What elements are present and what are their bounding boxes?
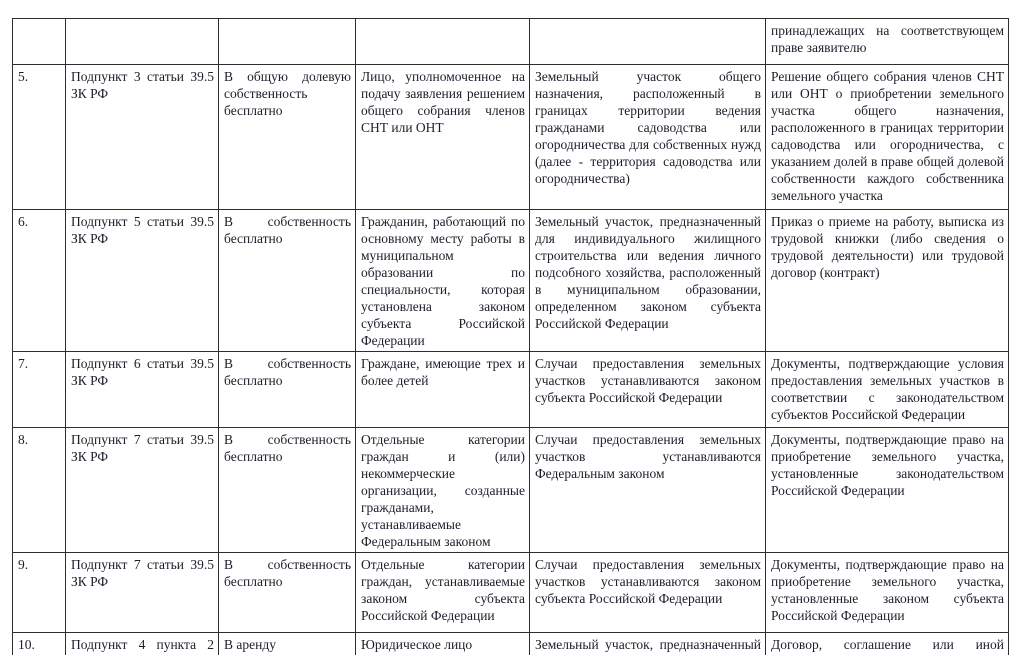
legal-basis-cell (66, 19, 219, 65)
legal-basis-cell: Подпункт 4 пункта 2 (66, 633, 219, 655)
table-row (13, 210, 1009, 352)
legal-basis-cell: Подпункт 7 статьи 39.5 ЗК РФ (66, 428, 219, 553)
documents-cell: принадлежащих на соответствующем праве заявителю (766, 19, 1009, 65)
ownership-type-cell: В собственность бесплатно (219, 553, 356, 633)
row-number-cell: 7. (13, 352, 66, 428)
legal-basis-cell: Подпункт 6 статьи 39.5 ЗК РФ (66, 352, 219, 428)
applicant-cell: Отдельные категории граждан, устанавливаемые законом субъекта Российской Федерации (356, 553, 530, 633)
land-plot-cell: Земельный участок, предназначенный (530, 633, 766, 655)
documents-cell: Документы, подтверждающие право на приобретение земельного участка, установленные законом субъекта Российской Федерации (766, 553, 1009, 633)
land-plot-cell: Земельный участок, предназначенный для индивидуального жилищного строительства или ведения личного подсобного хозяйства, расположенный в муниципальном образовании, определенном законом субъекта Российской Федерации (530, 210, 766, 352)
applicant-cell: Лицо, уполномоченное на подачу заявления решением общего собрания членов СНТ или ОНТ (356, 65, 530, 210)
table-row (13, 352, 1009, 428)
documents-cell: Решение общего собрания членов СНТ или ОНТ о приобретении земельного участка общего назначения, расположенного в границах территории садоводства или огородничества, с указанием долей в праве общей долевой собственности каждого собственника земельного участка (766, 65, 1009, 210)
legal-basis-cell: Подпункт 3 статьи 39.5 ЗК РФ (66, 65, 219, 210)
table-row-cutoff (13, 633, 1009, 655)
applicant-cell: Граждане, имеющие трех и более детей (356, 352, 530, 428)
table-row (13, 65, 1009, 210)
table-row (13, 428, 1009, 553)
row-number-cell: 6. (13, 210, 66, 352)
legal-basis-cell: Подпункт 5 статьи 39.5 ЗК РФ (66, 210, 219, 352)
documents-cell: Документы, подтверждающие право на приобретение земельного участка, установленные законодательством Российской Федерации (766, 428, 1009, 553)
land-plot-cell: Случаи предоставления земельных участков устанавливаются законом субъекта Российской Федерации (530, 553, 766, 633)
documents-cell: Договор, соглашение или иной (766, 633, 1009, 655)
land-plot-cell: Земельный участок общего назначения, расположенный в границах территории ведения гражданами садоводства или огородничества для собственных нужд (далее - территория садоводства или огородничества) (530, 65, 766, 210)
applicant-cell: Юридическое лицо (356, 633, 530, 655)
ownership-type-cell: В общую долевую собственность бесплатно (219, 65, 356, 210)
ownership-type-cell: В собственность бесплатно (219, 352, 356, 428)
ownership-type-cell: В аренду (219, 633, 356, 655)
land-provision-table (12, 18, 1009, 655)
table-row-continuation (13, 19, 1009, 65)
land-plot-cell (530, 19, 766, 65)
applicant-cell (356, 19, 530, 65)
ownership-type-cell: В собственность бесплатно (219, 428, 356, 553)
row-number-cell: 8. (13, 428, 66, 553)
table-row (13, 553, 1009, 633)
applicant-cell: Гражданин, работающий по основному месту работы в муниципальном образовании по специальности, которая установлена законом субъекта Российской Федерации (356, 210, 530, 352)
applicant-cell: Отдельные категории граждан и (или) некоммерческие организации, созданные гражданами, устанавливаемые Федеральным законом (356, 428, 530, 553)
row-number-cell (13, 19, 66, 65)
documents-cell: Приказ о приеме на работу, выписка из трудовой книжки (либо сведения о трудовой деятельности) или трудовой договор (контракт) (766, 210, 1009, 352)
row-number-cell: 9. (13, 553, 66, 633)
land-plot-cell: Случаи предоставления земельных участков устанавливаются законом субъекта Российской Федерации (530, 352, 766, 428)
ownership-type-cell: В собственность бесплатно (219, 210, 356, 352)
row-number-cell: 5. (13, 65, 66, 210)
documents-cell: Документы, подтверждающие условия предоставления земельных участков в соответствии с законодательством субъектов Российской Федерации (766, 352, 1009, 428)
legal-basis-cell: Подпункт 7 статьи 39.5 ЗК РФ (66, 553, 219, 633)
row-number-cell: 10. (13, 633, 66, 655)
land-plot-cell: Случаи предоставления земельных участков устанавливаются Федеральным законом (530, 428, 766, 553)
ownership-type-cell (219, 19, 356, 65)
